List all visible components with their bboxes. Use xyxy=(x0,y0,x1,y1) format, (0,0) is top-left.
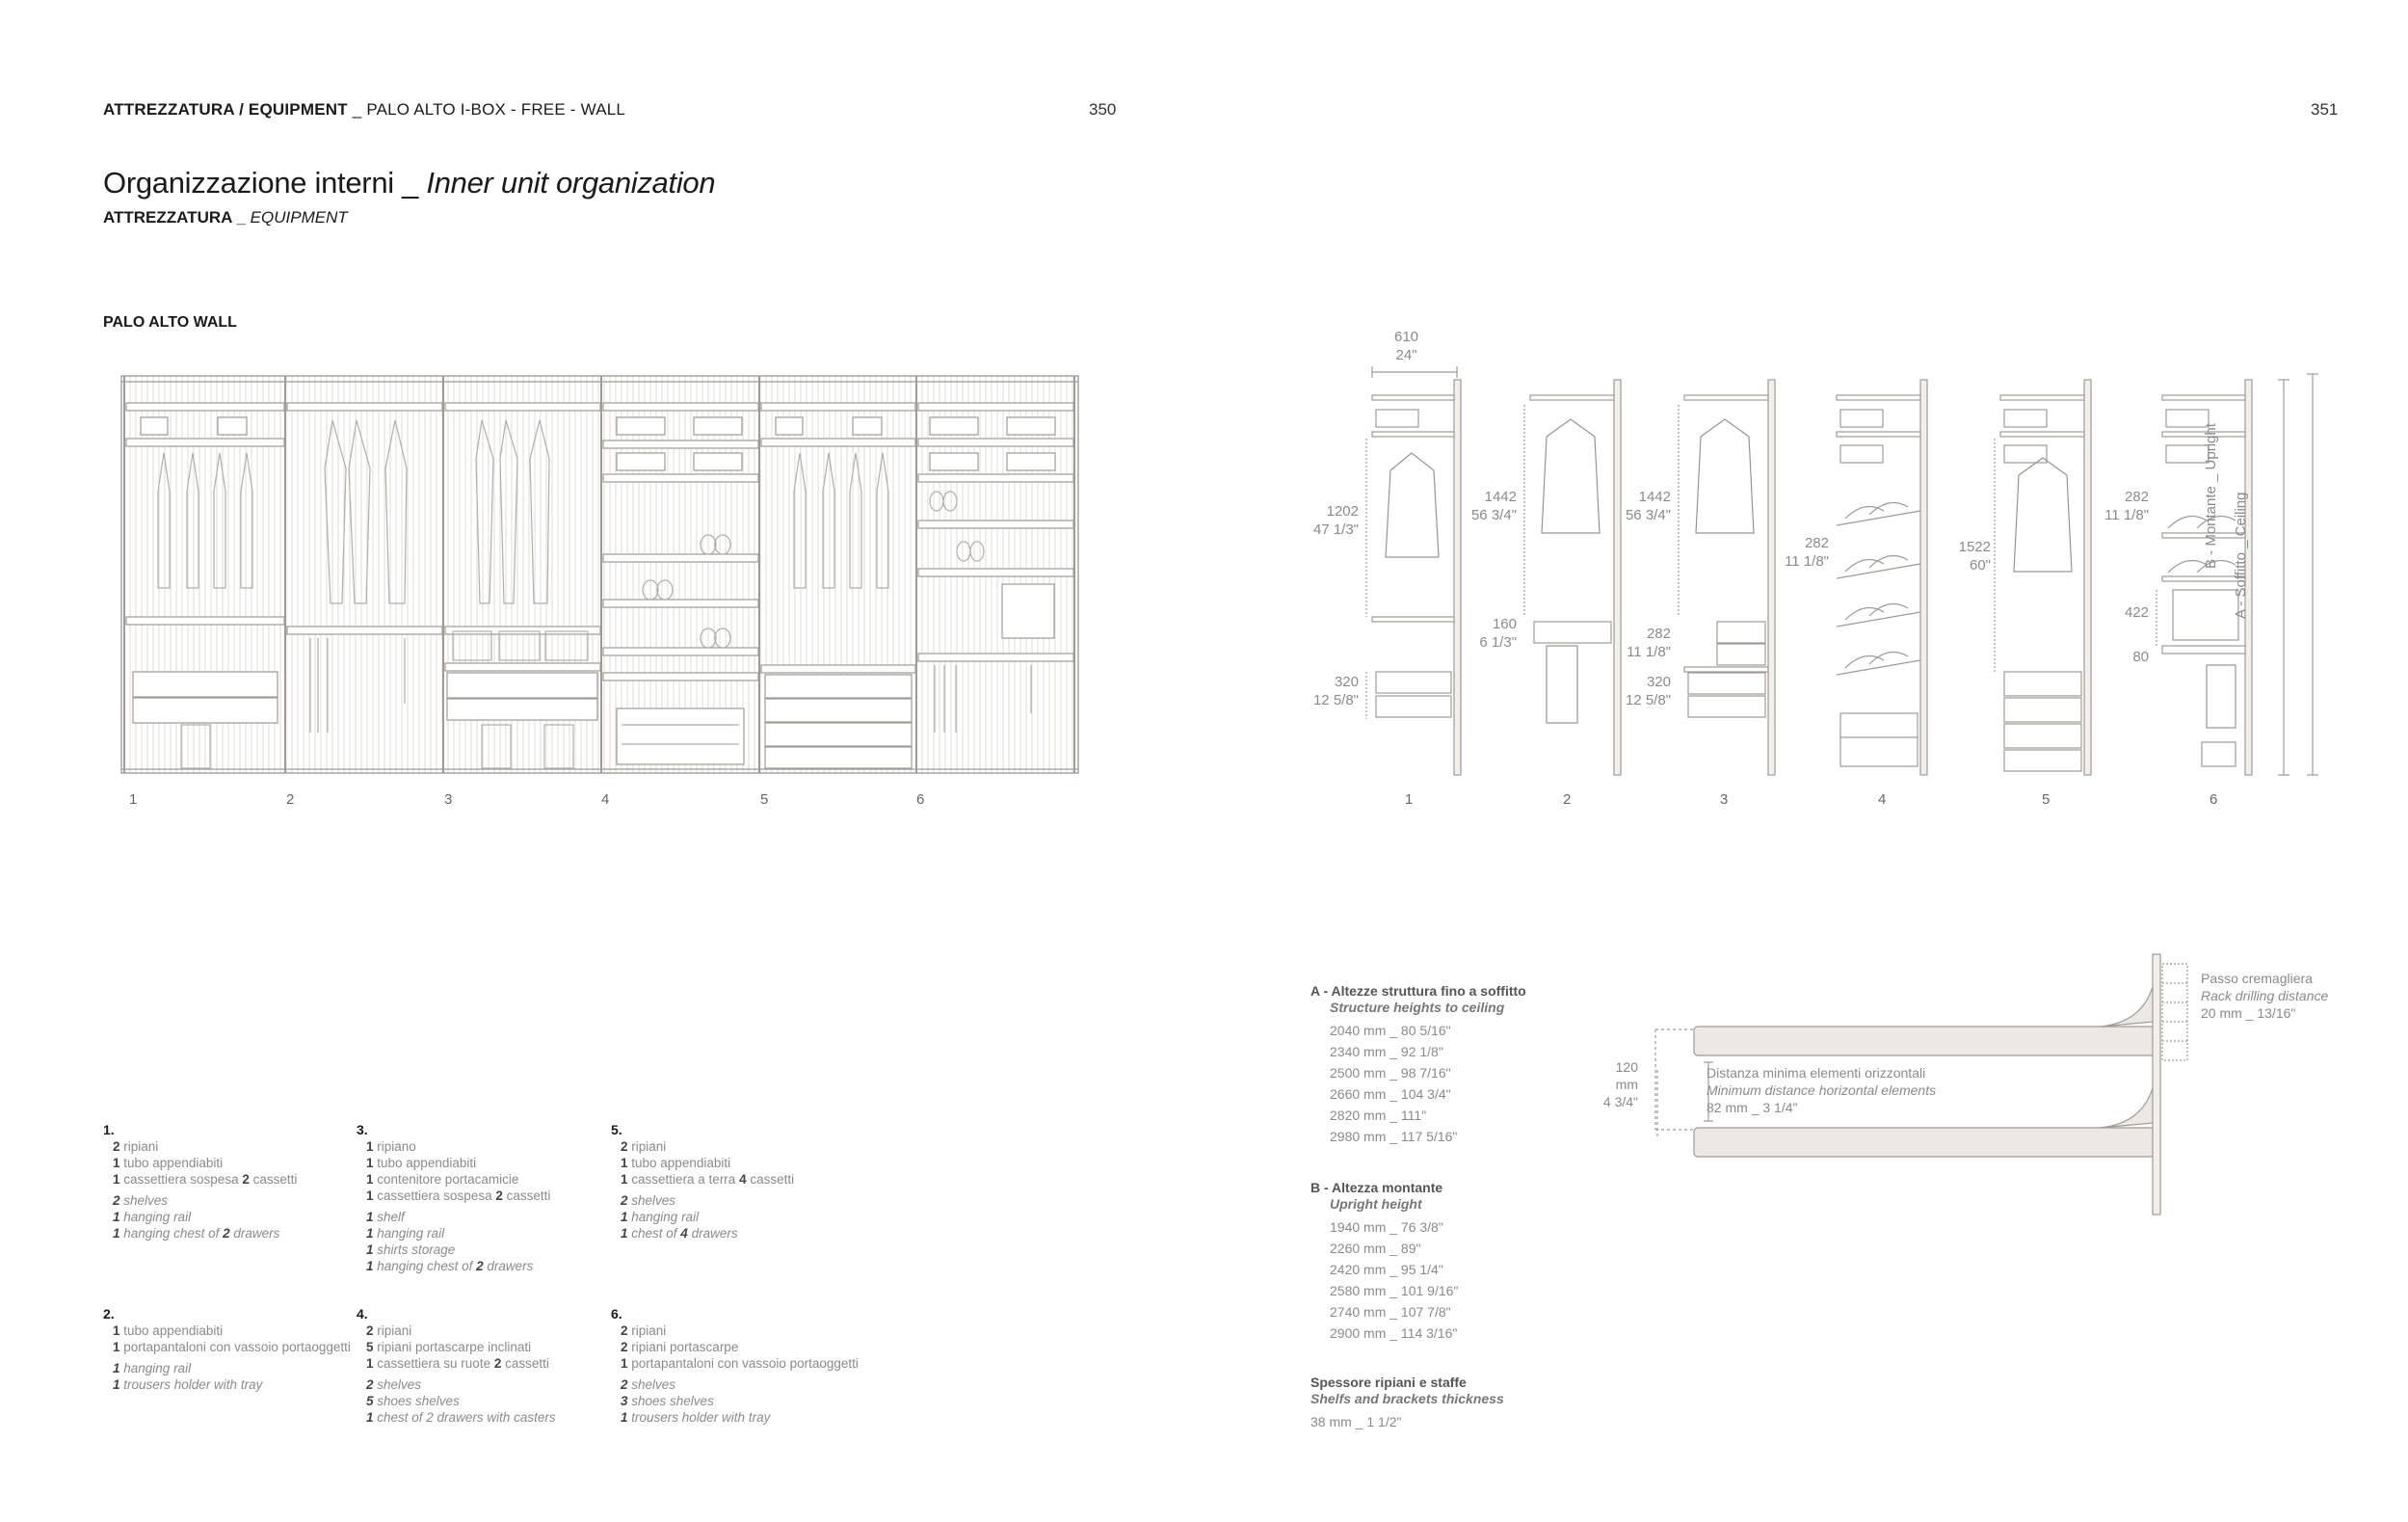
u6-box-dimension: 422 xyxy=(2124,604,2149,621)
u6-tray-dimension: 80 xyxy=(2132,649,2149,665)
legend-line-it: 1 ripiano xyxy=(366,1139,416,1154)
u3-container-mm: 282 xyxy=(1646,626,1671,642)
rack-distance-en: Rack drilling distance xyxy=(2201,988,2329,1003)
upright-dimension-label: B - Montante _ Upright xyxy=(2203,423,2219,569)
u4-shoe-in: 11 1/8" xyxy=(1785,553,1829,570)
u5-hang-mm: 1522 xyxy=(1958,539,1991,555)
legend-number: 5. xyxy=(611,1122,622,1137)
legend-number: 2. xyxy=(103,1306,115,1322)
elevation-number-2: 2 xyxy=(286,791,295,808)
legend-line-it: 2 ripiani xyxy=(113,1139,159,1154)
legend-line-en: 1 trousers holder with tray xyxy=(113,1377,263,1392)
legend-line-en: 1 trousers holder with tray xyxy=(621,1410,771,1425)
subtitle-italic: EQUIPMENT xyxy=(250,208,348,227)
legend-line-it: 2 ripiani xyxy=(621,1323,667,1338)
u4-shoe-mm: 282 xyxy=(1804,535,1829,551)
legend-line-en: 1 shirts storage xyxy=(366,1242,456,1257)
section-number-1: 1 xyxy=(1405,791,1414,808)
legend-number: 3. xyxy=(357,1122,368,1137)
spec-c-value: 38 mm _ 1 1/2" xyxy=(1310,1414,1402,1429)
legend-line-en: 3 shoes shelves xyxy=(621,1394,714,1408)
legend-line-en: 2 shelves xyxy=(113,1193,169,1208)
legend-line-it: 1 cassettiera sospesa 2 cassetti xyxy=(366,1188,551,1203)
spec-b-title: B - Altezza montante xyxy=(1310,1180,1443,1195)
u1-drawer-in: 12 5/8" xyxy=(1312,692,1359,708)
header-subsection: _ PALO ALTO I-BOX - FREE - WALL xyxy=(347,100,626,119)
legend-line-en: 2 shelves xyxy=(621,1193,676,1208)
legend-line-en: 1 hanging chest of 2 drawers xyxy=(366,1259,534,1273)
legend-line-en: 5 shoes shelves xyxy=(366,1394,460,1408)
section-number-5: 5 xyxy=(2042,791,2051,808)
u2-tray-mm: 160 xyxy=(1492,616,1517,632)
spec-c-title-en: Shelfs and brackets thickness xyxy=(1310,1391,1504,1406)
legend-line-en: 1 hanging rail xyxy=(113,1361,192,1375)
u3-drawer-in: 12 5/8" xyxy=(1625,692,1671,708)
spec-b-title-en: Upright height xyxy=(1330,1196,1422,1212)
legend-line-it: 1 tubo appendiabiti xyxy=(366,1156,477,1170)
page-number-right: 351 xyxy=(2311,100,2339,119)
legend-number: 1. xyxy=(103,1122,115,1137)
width-in: 24" xyxy=(1395,347,1417,363)
min-distance-en: Minimum distance horizontal elements xyxy=(1707,1082,1937,1098)
legend-line-it: 1 tubo appendiabiti xyxy=(113,1156,224,1170)
legend-line-en: 1 hanging rail xyxy=(113,1210,192,1224)
min-distance-value: 82 mm _ 3 1/4" xyxy=(1707,1100,1798,1115)
section-label: PALO ALTO WALL xyxy=(103,314,237,331)
spec-b-value: 1940 mm _ 76 3/8" xyxy=(1330,1219,1443,1235)
legend-line-en: 2 shelves xyxy=(621,1377,676,1392)
spec-c-title: Spessore ripiani e staffe xyxy=(1310,1375,1467,1390)
spec-b-value: 2900 mm _ 114 3/16" xyxy=(1330,1325,1458,1341)
elevation-number-4: 4 xyxy=(601,791,610,808)
title-main: Organizzazione interni _ xyxy=(103,166,427,200)
spec-a-title-en: Structure heights to ceiling xyxy=(1330,1000,1505,1015)
spec-b-value: 2580 mm _ 101 9/16" xyxy=(1330,1283,1459,1298)
subtitle-bold: ATTREZZATURA _ xyxy=(103,208,251,227)
spec-b-value: 2260 mm _ 89" xyxy=(1330,1241,1421,1256)
spec-a-value: 2660 mm _ 104 3/4" xyxy=(1330,1086,1451,1102)
side-distance-in: 4 3/4" xyxy=(1602,1094,1638,1109)
legend-line-en: 1 shelf xyxy=(366,1210,405,1224)
header-section: ATTREZZATURA / EQUIPMENT xyxy=(103,100,348,119)
legend-number: 6. xyxy=(611,1306,622,1322)
legend-line-it: 5 ripiani portascarpe inclinati xyxy=(366,1340,532,1354)
legend-line-en: 1 hanging rail xyxy=(621,1210,700,1224)
spec-b-value: 2740 mm _ 107 7/8" xyxy=(1330,1304,1451,1320)
u6-shoe-mm: 282 xyxy=(2124,489,2149,505)
spec-a-value: 2340 mm _ 92 1/8" xyxy=(1330,1044,1443,1059)
section-number-3: 3 xyxy=(1720,791,1729,808)
legend-line-it: 2 ripiani xyxy=(621,1139,667,1154)
spec-a-value: 2500 mm _ 98 7/16" xyxy=(1330,1065,1451,1081)
spec-b-value: 2420 mm _ 95 1/4" xyxy=(1330,1262,1443,1277)
u2-hang-mm: 1442 xyxy=(1484,489,1517,505)
legend-line-it: 2 ripiani xyxy=(366,1323,412,1338)
legend-number: 4. xyxy=(357,1306,368,1322)
legend-line-en: 2 shelves xyxy=(366,1377,422,1392)
u3-hang-mm: 1442 xyxy=(1638,489,1671,505)
u1-hang-in: 47 1/3" xyxy=(1312,521,1359,538)
spec-a-value: 2040 mm _ 80 5/16" xyxy=(1330,1023,1451,1038)
min-distance-it: Distanza minima elementi orizzontali xyxy=(1707,1065,1926,1081)
rack-distance-label xyxy=(2201,970,2328,1022)
u6-shoe-in: 11 1/8" xyxy=(2104,507,2149,523)
legend-line-it: 1 contenitore portacamicie xyxy=(366,1172,519,1187)
spec-a-title: A - Altezze struttura fino a soffitto xyxy=(1310,983,1526,999)
rack-distance-value: 20 mm _ 13/16" xyxy=(2201,1005,2296,1021)
side-distance-label xyxy=(1594,1058,1638,1110)
legend-line-en: 1 hanging rail xyxy=(366,1226,445,1241)
min-distance-label xyxy=(1707,1064,1936,1116)
side-distance-mm: 120 mm xyxy=(1615,1059,1638,1092)
legend-line-it: 1 portapantaloni con vassoio portaoggetti xyxy=(621,1356,859,1371)
page-number-left: 350 xyxy=(1089,100,1117,119)
legend-line-it: 1 cassettiera a terra 4 cassetti xyxy=(621,1172,795,1187)
spec-a-value: 2980 mm _ 117 5/16" xyxy=(1330,1129,1458,1144)
legend-line-it: 2 ripiani portascarpe xyxy=(621,1340,739,1354)
legend-line-en: 1 hanging chest of 2 drawers xyxy=(113,1226,280,1241)
legend-line-it: 1 cassettiera su ruote 2 cassetti xyxy=(366,1356,549,1371)
u2-hang-in: 56 3/4" xyxy=(1470,507,1517,523)
legend-line-it: 1 cassettiera sospesa 2 cassetti xyxy=(113,1172,298,1187)
section-number-2: 2 xyxy=(1563,791,1572,808)
legend-line-it: 1 tubo appendiabiti xyxy=(621,1156,731,1170)
u5-hang-in: 60" xyxy=(1969,557,1991,574)
width-mm: 610 xyxy=(1393,329,1419,345)
u1-hang-mm: 1202 xyxy=(1326,503,1359,520)
elevation-number-6: 6 xyxy=(916,791,925,808)
section-number-4: 4 xyxy=(1878,791,1887,808)
u1-drawer-mm: 320 xyxy=(1334,674,1359,690)
u3-hang-in: 56 3/4" xyxy=(1625,507,1671,523)
legend-line-it: 1 portapantaloni con vassoio portaoggetti xyxy=(113,1340,351,1354)
elevation-number-3: 3 xyxy=(444,791,453,808)
elevation-number-1: 1 xyxy=(129,791,138,808)
section-number-6: 6 xyxy=(2210,791,2218,808)
title-italic: Inner unit organization xyxy=(426,166,716,200)
u3-container-in: 11 1/8" xyxy=(1627,644,1671,660)
legend-line-it: 1 tubo appendiabiti xyxy=(113,1323,224,1338)
elevation-number-5: 5 xyxy=(760,791,769,808)
rack-distance-it: Passo cremagliera xyxy=(2201,971,2313,986)
u3-drawer-mm: 320 xyxy=(1646,674,1671,690)
legend-line-en: 1 chest of 2 drawers with casters xyxy=(366,1410,556,1425)
spec-a-value: 2820 mm _ 111" xyxy=(1330,1108,1427,1123)
ceiling-dimension-label: A - Soffitto _ Ceiling xyxy=(2233,492,2249,619)
legend-line-en: 1 chest of 4 drawers xyxy=(621,1226,738,1241)
u2-tray-in: 6 1/3" xyxy=(1479,634,1517,651)
